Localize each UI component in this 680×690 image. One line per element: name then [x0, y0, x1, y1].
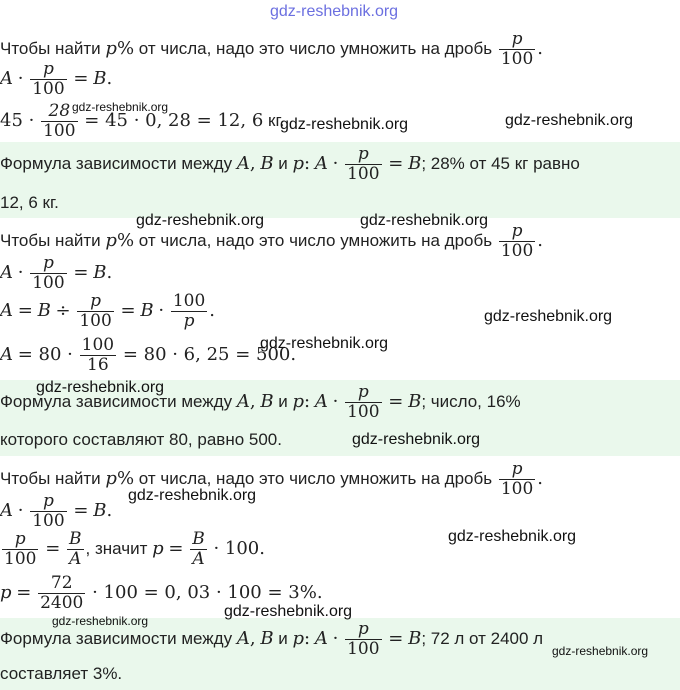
block3-intro: Чтобы найти p% от числа, надо это число умножить на дробь $\frac{p}{100}$ .	[0, 459, 544, 499]
watermark: gdz-reshebnik.org	[448, 528, 577, 545]
block2-calculation: A = 80 · $\frac{100}{16}$ = 80 · 6, 25 = 500.	[0, 335, 297, 375]
block2-formula-derived: A = B ÷ $\frac{p}{100}$ = B · $\frac{100}{p}$ .	[0, 291, 215, 331]
block1-answer-cont: 12, 6 кг.	[0, 193, 59, 212]
watermark: gdz-reshebnik.org	[484, 308, 613, 325]
watermark: gdz-reshebnik.org	[52, 614, 149, 628]
block3-formula: A · $\frac{p}{100}$ = B.	[0, 491, 113, 531]
block1-intro: Чтобы найти p% от числа, надо это число умножить на дробь $\frac{p}{100}$ .	[0, 29, 544, 69]
block2-answer-cont: которого составляют 80, равно 500.	[0, 430, 282, 449]
block2-formula: A · $\frac{p}{100}$ = B.	[0, 253, 113, 293]
block2-answer: Формула зависимости между A, B и p: A · $\frac{p}{100}$ = B; число, 16%	[0, 382, 521, 422]
block3-formula-derived: $\frac{p}{100}$ = $\frac{B}{A}$ , значит p = $\frac{B}{A}$ · 100.	[4, 529, 265, 569]
watermark: gdz-reshebnik.org	[280, 116, 409, 133]
block3-answer: Формула зависимости между A, B и p: A · $\frac{p}{100}$ = B; 72 л от 2400 л	[0, 619, 544, 659]
watermark: gdz-reshebnik.org	[128, 487, 257, 504]
watermark: gdz-reshebnik.org	[224, 603, 353, 620]
watermark: gdz-reshebnik.org	[36, 379, 165, 396]
block2-intro: Чтобы найти p% от числа, надо это число умножить на дробь $\frac{p}{100}$ .	[0, 221, 544, 261]
block1-answer: Формула зависимости между A, B и p: A · $\frac{p}{100}$ = B; 28% от 45 кг равно	[0, 144, 580, 184]
watermark: gdz-reshebnik.org	[505, 112, 634, 129]
block3-answer-cont: составляет 3%.	[0, 664, 123, 683]
block1-calculation: 45 · $\frac{28}{100}$ = 45 · 0, 28 = 12, 6 кг.	[0, 101, 285, 141]
watermark: gdz-reshebnik.org	[72, 100, 169, 114]
watermark: gdz-reshebnik.org	[260, 335, 389, 352]
block3-calculation: p = $\frac{72}{2400}$ · 100 = 0, 03 · 100 = 3%.	[0, 573, 323, 613]
watermark-top: gdz-reshebnik.org	[270, 3, 399, 20]
watermark: gdz-reshebnik.org	[552, 644, 649, 658]
watermark: gdz-reshebnik.org	[136, 212, 265, 229]
block1-formula: A · $\frac{p}{100}$ = B.	[0, 59, 113, 99]
watermark: gdz-reshebnik.org	[360, 212, 489, 229]
watermark: gdz-reshebnik.org	[352, 431, 481, 448]
